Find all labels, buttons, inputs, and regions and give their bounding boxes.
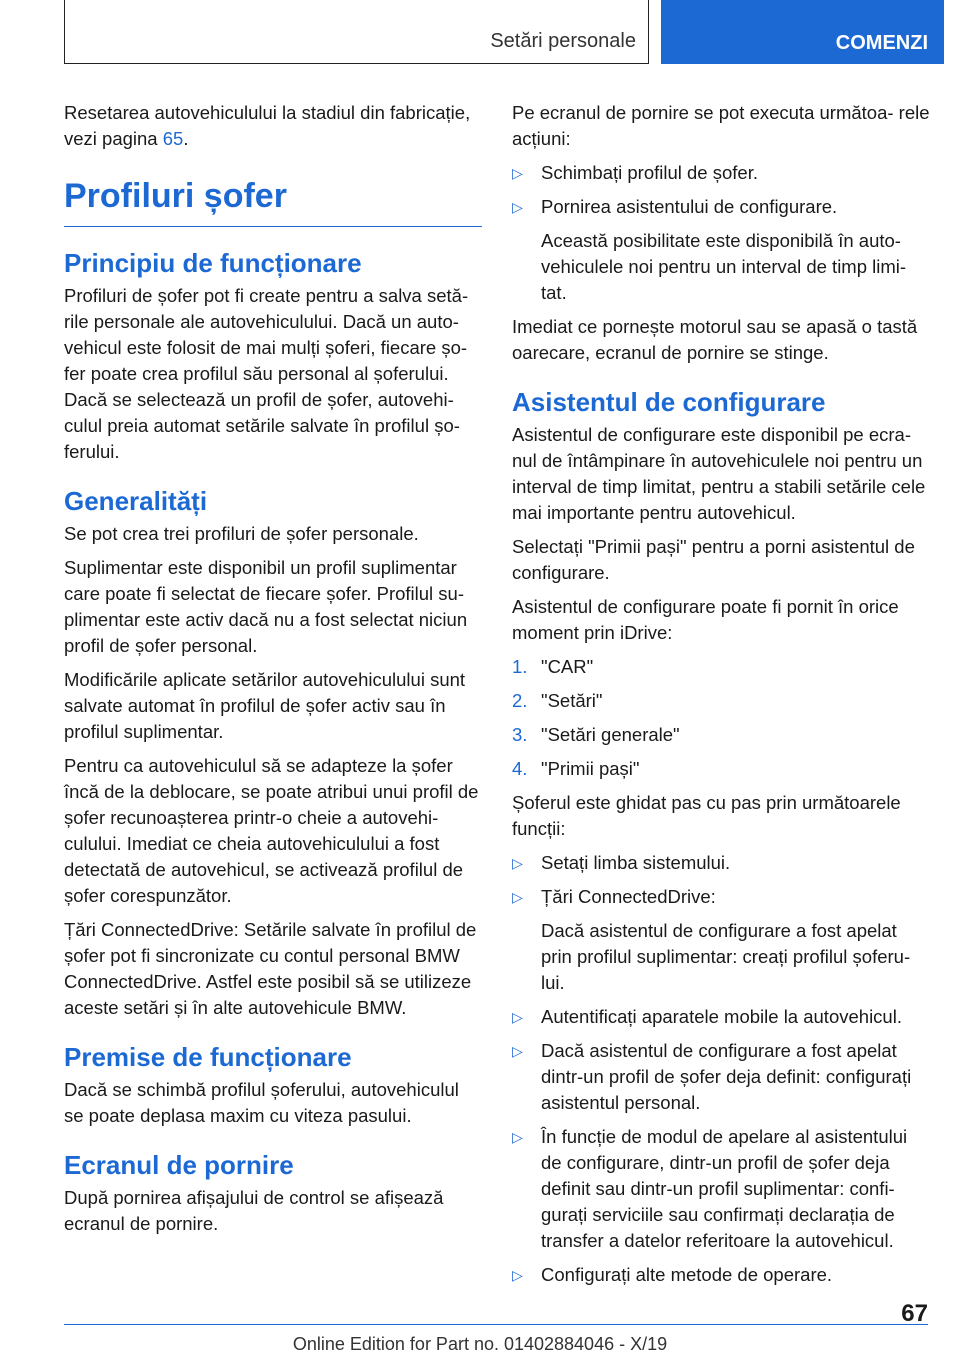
paragraph: Profiluri de șofer pot fi create pentru a salva setă- rile personale ale autovehiculului. Dacă un auto- vehicul este folosit de mai mulți șoferi, fiecare șo- fer poate crea profilul său personal al șoferului. Dacă se selectează un profil de șofer, autovehi- culul preia automat setările salvate în profilul șo- ferului. (64, 285, 469, 462)
step-text: "Setări generale" (541, 724, 680, 745)
left-column (64, 100, 482, 1245)
steps-list (512, 654, 930, 782)
step-item (512, 756, 930, 782)
step-number: 2. (512, 690, 528, 711)
list-item (512, 1004, 930, 1030)
paragraph: Șoferul este ghidat pas cu pas prin următoarele funcții: (512, 792, 901, 839)
functions-list (512, 850, 930, 1288)
step-number: 4. (512, 758, 528, 779)
paragraph: Modificările aplicate setărilor autovehiculului sunt salvate automat în profilul de șofer activ sau în profilul suplimentar. (64, 669, 466, 742)
heading-premise: Premise de funcționare (64, 1042, 352, 1072)
step-item (512, 722, 930, 748)
list-item-text: Dacă asistentul de configurare a fost apelat dintr-un profil de șofer deja definit: configurați asistentul personal. (541, 1040, 912, 1113)
triangle-bullet-icon: ▷ (512, 199, 523, 215)
paragraph: Dacă se schimbă profilul șoferului, autovehiculul se poate deplasa maxim cu viteza pasului. (64, 1079, 459, 1126)
triangle-bullet-icon: ▷ (512, 889, 523, 905)
intro-end: . (183, 128, 189, 149)
heading-generalitati: Generalități (64, 486, 208, 516)
paragraph: Selectați "Primii pași" pentru a porni asistentul de configurare. (512, 536, 915, 583)
section-tab-label[interactable]: Setări personale (490, 30, 636, 52)
list-item (512, 160, 930, 186)
chapter-label: COMENZI (835, 32, 928, 54)
step-text: "Setări" (541, 690, 603, 711)
paragraph: Pe ecranul de pornire se pot executa următoa- rele acțiuni: (512, 102, 930, 149)
footer-divider (64, 1324, 928, 1325)
list-item (512, 1124, 930, 1254)
paragraph: Pentru ca autovehiculul să se adapteze la șofer încă de la deblocare, se poate atribui unui profil de șofer recunoașterea printr-o cheie a autovehi- culului. Imediat ce cheia autovehiculului a fost detectată de autovehicul, se activează profilul de șofer corespunzător. (64, 755, 479, 906)
paragraph: Asistentul de configurare poate fi pornit în orice moment prin iDrive: (512, 596, 899, 643)
page-number: 67 (901, 1300, 928, 1327)
list-item (512, 1038, 930, 1116)
intro-paragraph (64, 100, 482, 152)
list-item-note: Această posibilitate este disponibilă în auto- vehiculele noi pentru un interval de timp limi- tat. (541, 230, 907, 303)
list-item-text: Autentificați aparatele mobile la autovehicul. (541, 1006, 902, 1027)
page-link[interactable]: 65 (162, 128, 184, 149)
right-column (512, 100, 930, 1296)
paragraph: Țări ConnectedDrive: Setările salvate în profilul de șofer pot fi sincronizate cu contul personal BMW ConnectedDrive. Astfel este posibil să se utilizeze aceste setări și în alte autovehicule BMW. (64, 919, 477, 1018)
list-item (512, 194, 930, 306)
triangle-bullet-icon: ▷ (512, 1267, 523, 1283)
paragraph: Suplimentar este disponibil un profil suplimentar care poate fi selectat de fiecare șofer. Profilul su- plimentar este activ dacă nu a fost selectat niciun profil de șofer personal. (64, 557, 468, 656)
footer-edition: Online Edition for Part no. 01402884046 - X/19 (292, 1334, 668, 1354)
triangle-bullet-icon: ▷ (512, 1009, 523, 1025)
triangle-bullet-icon: ▷ (512, 855, 523, 871)
paragraph: Imediat ce pornește motorul sau se apasă o tastă oarecare, ecranul de pornire se stinge. (512, 316, 918, 363)
step-number: 1. (512, 656, 528, 677)
header-section-box (64, 0, 649, 64)
triangle-bullet-icon: ▷ (512, 1043, 523, 1059)
paragraph: După pornirea afișajului de control se afișează ecranul de pornire. (64, 1187, 444, 1234)
list-item-text: Setați limba sistemului. (541, 852, 731, 873)
step-item (512, 688, 930, 714)
heading-asistentul: Asistentul de configurare (512, 387, 826, 417)
heading-ecranul: Ecranul de pornire (64, 1150, 294, 1180)
actions-list (512, 160, 930, 306)
step-item (512, 654, 930, 680)
paragraph: Se pot crea trei profiluri de șofer personale. (64, 523, 419, 544)
triangle-bullet-icon: ▷ (512, 1129, 523, 1145)
list-item-text: Țări ConnectedDrive: (541, 886, 716, 907)
step-text: "Primii pași" (541, 758, 640, 779)
list-item (512, 884, 930, 996)
list-item-text: Configurați alte metode de operare. (541, 1264, 833, 1285)
heading-principiu: Principiu de funcționare (64, 248, 362, 278)
list-item-note: Dacă asistentul de configurare a fost apelat prin profilul suplimentar: creați profilul șoferu- lui. (541, 920, 911, 993)
list-item (512, 1262, 930, 1288)
list-item (512, 850, 930, 876)
paragraph: Asistentul de configurare este disponibil pe ecra- nul de întâmpinare în autovehiculele noi pentru un interval de timp limitat, pentru a stabili setările cele mai importante pentru autovehicul. (512, 424, 926, 523)
list-item-text: Schimbați profilul de șofer. (541, 162, 758, 183)
step-text: "CAR" (541, 656, 594, 677)
list-item-text: În funcție de modul de apelare al asistentului de configurare, dintr-un profil de șofer deja definit sau dintr-un profil suplimentar: confi- gurați serviciile sau confirmați declarația de transfer a datelor referitoare la autovehicul. (541, 1126, 908, 1251)
list-item-text: Pornirea asistentului de configurare. (541, 196, 838, 217)
page-title: Profiluri șofer (64, 176, 482, 227)
triangle-bullet-icon: ▷ (512, 165, 523, 181)
step-number: 3. (512, 724, 528, 745)
intro-text: Resetarea autovehiculului la stadiul din fabricație, vezi pagina (64, 102, 471, 149)
chapter-tab[interactable] (661, 0, 944, 64)
